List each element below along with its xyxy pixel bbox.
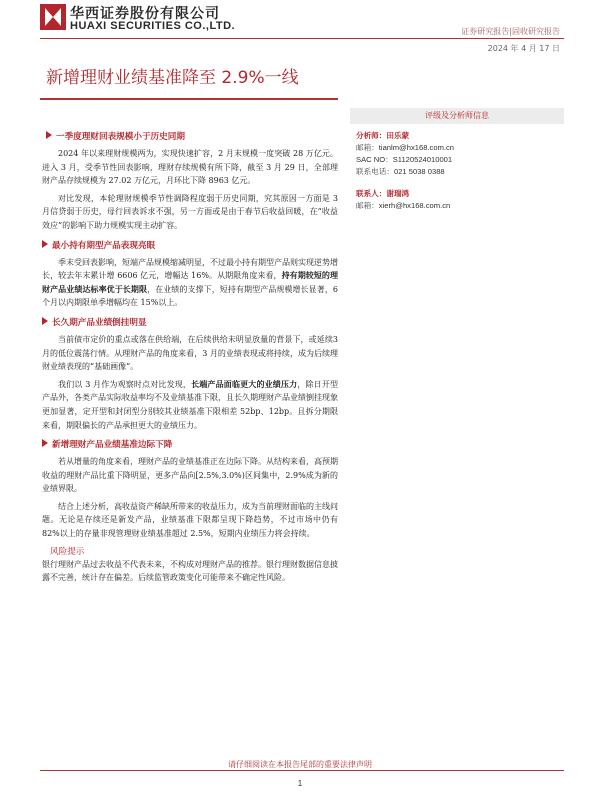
title-divider: [40, 98, 338, 100]
paragraph: 我们以 3 月作为观察时点对比发现，长端产品面临更大的业绩压力，除日开型产品外，各类产品实际收益率均不及业绩基准下限，且长久期理财产品业绩倒挂现象更加显著，定开型和封闭型分别较其业绩基准下限相差 52bp、12bp。且拆分期限来看，期限偏长的产品承担更大的业绩压力。: [42, 378, 339, 430]
report-header: [0, 0, 600, 40]
analyst-sidebar: [350, 108, 564, 218]
triangle-bullet-icon: [42, 240, 48, 248]
header-divider: [40, 38, 564, 39]
analyst-name: 分析师：田乐蒙: [356, 131, 410, 140]
paragraph: 若从增量的角度来看，理财产品的业绩基准正在边际下降。从结构来看，高预期收益的理财产品比重下降明显，更多产品向[2.5%,3.0%)区间集中，2.9%成为新的业绩界限。: [42, 457, 338, 494]
page-number: 1: [297, 779, 303, 788]
sidebar-body: [350, 124, 564, 218]
report-title: 新增理财业绩基准降至 2.9%一线: [46, 68, 299, 88]
paragraph: 2024 年以来理财规模两为，实现快速扩容，2 月末规模一度突破 28 万亿元。进入 3 月，受季节性回表影响，理财存续规模有所下降，截至 3 月 29 日，全部理财产品存续规模为 27.02 万亿元，月环比下降 8963 亿元。: [42, 149, 338, 186]
analyst-sac-no: SAC NO：S1120524010001: [356, 155, 453, 164]
section-heading: 新增理财产品业绩基准边际下降: [42, 438, 338, 452]
triangle-bullet-icon: [42, 317, 48, 325]
paragraph: 当前债市定价的重点或落在供给端，在后续供给未明显放量的背景下，或延续3月的低位震荡行情。从理财产品的角度来看，3 月的业绩表现或将持续，成为后续理财业绩表现的“基础画像”。: [42, 334, 338, 372]
company-name-cn: 华西证券股份有限公司: [70, 6, 220, 22]
section-heading: 一季度理财回表规模小于历史同期: [42, 130, 338, 144]
main-content: [42, 108, 338, 585]
company-name-en: HUAXI SECURITIES CO.,LTD.: [70, 20, 236, 32]
risk-heading: 风险提示: [50, 546, 85, 557]
contact-email[interactable]: 邮箱：xierh@hx168.com.cn: [356, 201, 451, 210]
paragraph: 结合上述分析，高收益资产稀缺所带来的收益压力，成为当前理财面临的主线问题。无论是存续还是新发产品，业绩基准下限都呈现下降趋势，不过市场中仍有 82%以上的存量非现管理财业绩基准超过 2.5%，短期内业绩压力将会持续。: [42, 501, 338, 539]
analyst-phone: 联系电话：021 5038 0388: [356, 167, 445, 176]
paragraph: 对比发现，本轮理财规模季节性调降程度弱于历史同期，究其原因一方面是 3 月信贷弱于历史，母行回表诉求不强，另一方面或是由于春节后收益回暖，在“收益效应”的影响下助力规模实现主动扩容。: [42, 193, 338, 230]
triangle-bullet-icon: [42, 439, 48, 447]
report-type: 证券研究报告|固收研究报告: [461, 27, 560, 36]
contact-name: 联系人：谢瑞鸿: [356, 189, 410, 198]
legal-disclaimer: 请仔细阅读在本报告尾部的重要法律声明: [228, 760, 372, 769]
section-heading: 长久期产品业绩倒挂明显: [42, 316, 338, 330]
triangle-bullet-icon: [46, 131, 52, 139]
analyst-email[interactable]: 邮箱：tianlm@hx168.com.cn: [356, 143, 455, 152]
huaxi-logo-icon: [40, 4, 66, 30]
risk-text: 银行理财产品过去收益不代表未来，不构成对理财产品的推荐。银行理财数据信息披露不完善，统计存在偏差。后续监管政策变化可能带来不确定性风险。: [42, 559, 338, 583]
section-heading: 最小持有期型产品表现亮眼: [42, 239, 338, 253]
sidebar-heading: 评级及分析师信息: [350, 108, 564, 124]
paragraph: 季末受回表影响，短端产品规模缩减明显，不过最小持有期型产品则实现逆势增长，较去年末累计增 6606 亿元，增幅达 16%。从期限角度来看，持有期较短的理财产品业绩达标率优于长期限，在业绩的支撑下，短持有期型产品规模增长显著，6 个月以内期限单季增幅均在 15%以上。: [42, 257, 339, 308]
footer-divider: [40, 770, 564, 771]
report-date: 2024 年 4 月 17 日: [487, 44, 560, 53]
